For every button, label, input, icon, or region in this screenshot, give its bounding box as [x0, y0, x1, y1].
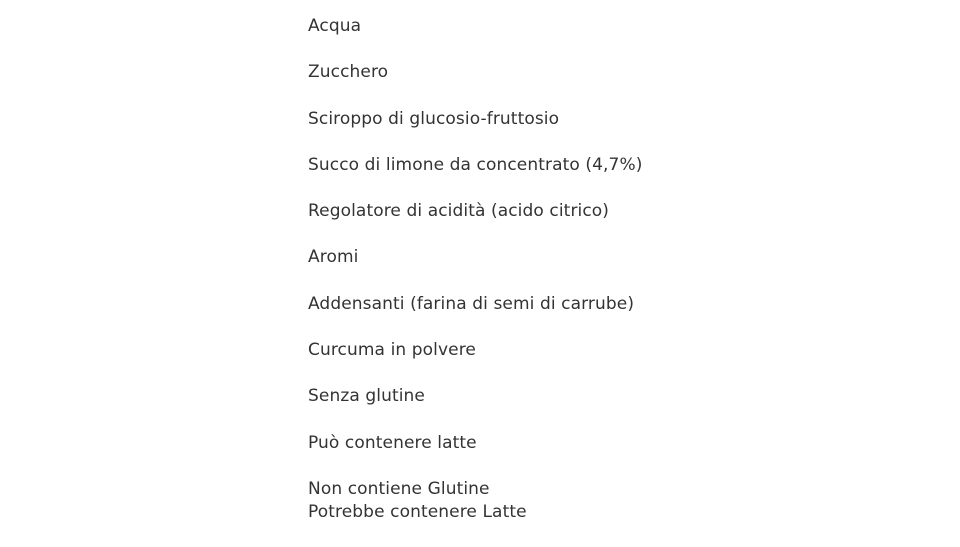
allergen-note-milk: Potrebbe contenere Latte: [308, 501, 527, 522]
ingredient-item: Regolatore di acidità (acido citrico): [308, 201, 610, 222]
ingredient-item: Succo di limone da concentrato (4,7%): [308, 154, 643, 175]
allergen-note-gluten: Non contiene Glutine: [308, 478, 490, 499]
ingredient-item: Addensanti (farina di semi di carrube): [308, 293, 635, 314]
ingredient-item: Senza glutine: [308, 386, 425, 407]
ingredient-item: Può contenere latte: [308, 432, 477, 453]
ingredient-item: Sciroppo di glucosio-fruttosio: [308, 108, 560, 129]
allergen-notes: [308, 478, 708, 524]
ingredient-list: [308, 15, 708, 547]
ingredient-item: Curcuma in polvere: [308, 340, 476, 361]
ingredient-item: Acqua: [308, 16, 362, 36]
ingredient-item: Aromi: [308, 247, 359, 268]
ingredient-item: Zucchero: [308, 62, 389, 83]
